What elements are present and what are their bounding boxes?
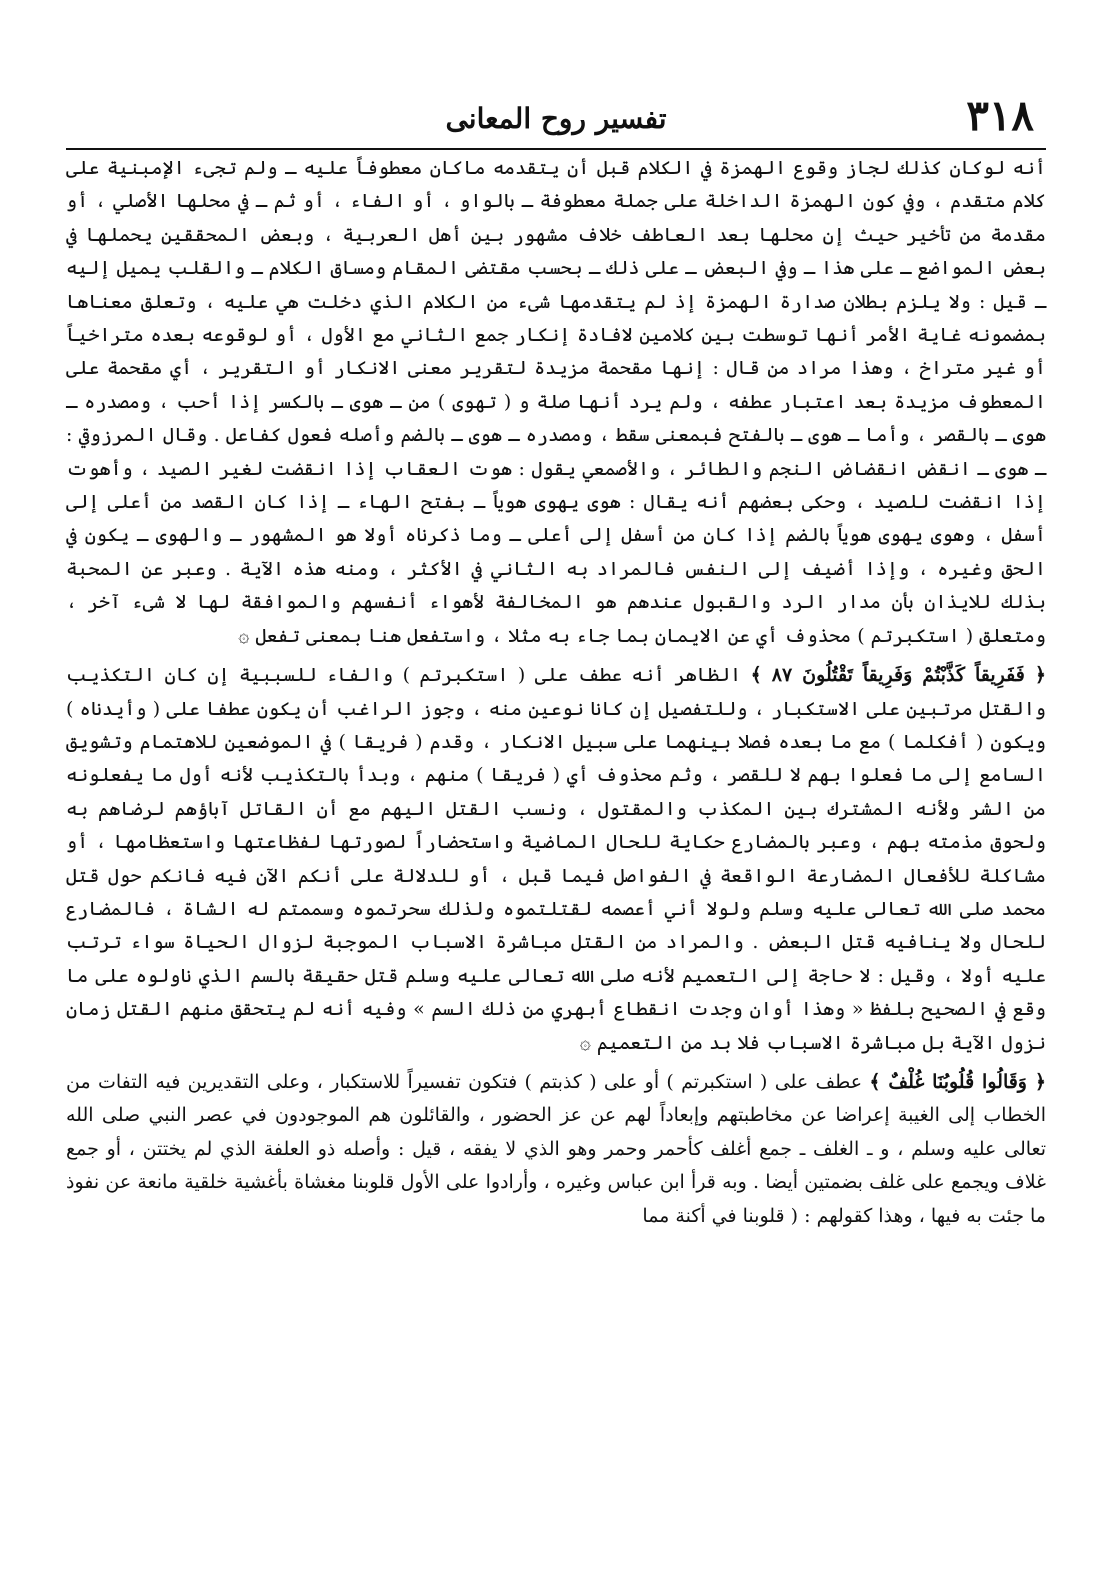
running-title: تفسير روح المعانى <box>445 102 667 135</box>
quran-verse: ﴿ فَفَرِيقاً كَذَّبْتُمْ وَفَرِيقاً تَقْتُلُونَ ٨٧ ﴾ <box>750 664 1046 687</box>
paragraph <box>66 659 1046 1060</box>
body-text <box>66 152 1046 1233</box>
paragraph-text: عطف على ( استكبرتم ) أو على ( كذبتم ) فتكون تفسيراً للاستكبار ، وعلى التقديرين فيه التفات من الخطاب إلى الغيبة إعراضا عن مخاطبتهم وإبعاداً لهم عن عز الحضور ، والقائلون هم الموجودون في عصر النبي صلى الله تعالى عليه وسلم ، و ـ الغلف ـ جمع أغلف كأحمر وحمر وهو الذي لا يفقه ، قيل : وأصله ذو العلفة الذي لم يختتن ، أو جمع غلاف ويجمع على غلف بضمتين أيضا . وبه قرأ ابن عباس وغيره ، وأرادوا على الأول قلوبنا مغشاة بأغشية خلقية مانعة عن نفوذ ما جئت به فيها ، وهذا كقولهم : ( قلوبنا في أكنة مما <box>66 1070 1046 1227</box>
paragraph <box>66 152 1046 653</box>
page-header <box>66 0 1046 150</box>
quran-verse: ﴿ وَقَالُوا قُلُوبُنَا غُلْفٌ ﴾ <box>869 1070 1046 1093</box>
header-rule <box>66 148 1046 150</box>
paragraph-text: أنه لوكان كذلك لجاز وقوع الهمزة في الكلام قبل أن يتقدمه ماكان معطوفاً عليه ـ ولم تجىء الإمبنية على كلام متقدم ، وفي كون الهمزة الداخلة على جملة معطوفة ـ بالواو ، أو الفاء ، أو ثم ـ في محلها الأصلي ، أو مقدمة من تأخير حيث إن محلها بعد العاطف خلاف مشهور بين أهل العربية ، وبعض المحققين يحملها في بعض المواضع ـ على هذا ـ وفي البعض ـ على ذلك ـ بحسب مقتضى المقام ومساق الكلام ـ والقلب يميل إليه ـ قيل : ولا يلزم بطلان صدارة الهمزة إذ لم يتقدمها شىء من الكلام الذي دخلت هي عليه ، وتعلق معناها بمضمونه غاية الأمر أنها توسطت بين كلامين لافادة إنكار جمع الثاني مع الأول ، أو لوقوعه بعده متراخياً أو غير متراخ ، وهذا مراد من قال : إنها مقحمة مزيدة لتقرير معنى الانكار أو التقرير ، أي مقحمة على المعطوف مزيدة بعد اعتبار عطفه ، ولم يرد أنها صلة و ( تهوى ) من ـ هوى ـ بالكسر إذا أحب ، ومصدره ـ هوى ـ بالقصر ، وأما ـ هوى ـ بالفتح فبمعنى سقط ، ومصدره ـ هوى ـ بالضم وأصله فعول كفاعل . وقال المرزوقي : ـ هوى ـ انقض انقضاض النجم والطائر ، والأصمعي يقول : هوت العقاب إذا انقضت لغير الصيد ، وأهوت إذا انقضت للصيد ، وحكى بعضهم أنه يقال : هوى يهوى هوياً ـ بفتح الهاء ـ إذا كان القصد من أعلى إلى أسفل ، وهوى يهوى هوياً بالضم إذا كان من أسفل إلى أعلى ـ وما ذكرناه أولا هو المشهور ـ والهوى ـ يكون في الحق وغيره ، وإذا أضيف إلى النفس فالمراد به الثاني في الأكثر ، ومنه هذه الآية . وعبر عن المحبة بذلك للايذان بأن مدار الرد والقبول عندهم هو المخالفة لأهواء أنفسهم والموافقة لها لا شىء آخر ، ومتعلق ( استكبرتم ) محذوف أي عن الايمان بما جاء به مثلا ، واستفعل هنا بمعنى تفعل ۞ <box>66 157 1046 647</box>
paragraph-text: الظاهر أنه عطف على ( استكبرتم ) والفاء للسببية إن كان التكذيب والقتل مرتبين على الاستكبار ، وللتفصيل إن كانا نوعين منه ، وجوز الراغب أن يكون عطفا على ( وأيدناه ) ويكون ( أفكلما ) مع ما بعده فصلا بينهما على سبيل الانكار ، وقدم ( فريقا ) في الموضعين للاهتمام وتشويق السامع إلى ما فعلوا بهم لا للقصر ، وثم محذوف أي ( فريقا ) منهم ، وبدأ بالتكذيب لأنه أول ما يفعلونه من الشر ولأنه المشترك بين المكذب والمقتول ، ونسب القتل اليهم مع أن القاتل آباؤهم لرضاهم به ولحوق مذمته بهم ، وعبر بالمضارع حكاية للحال الماضية واستحضاراً لصورتها لفظاعتها واستعظامها ، أو مشاكلة للأفعال المضارعة الواقعة في الفواصل فيما قبل ، أو للدلالة على أنكم الآن فيه فانكم حول قتل محمد صلى الله تعالى عليه وسلم ولولا أني أعصمه لقتلتموه ولذلك سحرتموه وسممتم له الشاة ، فالمضارع للحال ولا ينافيه قتل البعض . والمراد من القتل مباشرة الاسباب الموجبة لزوال الحياة سواء ترتب عليه أولا ، وقيل : لا حاجة إلى التعميم لأنه صلى الله تعالى عليه وسلم قتل حقيقة بالسم الذي ناولوه على ما وقع في الصحيح بلفظ « وهذا أوان وجدت انقطاع أبهري من ذلك السم » وفيه أنه لم يتحقق منهم القتل زمان نزول الآية بل مباشرة الاسباب فلا بد من التعميم ۞ <box>66 664 1046 1054</box>
page-number: ٣١٨ <box>966 91 1034 140</box>
paragraph <box>66 1066 1046 1233</box>
